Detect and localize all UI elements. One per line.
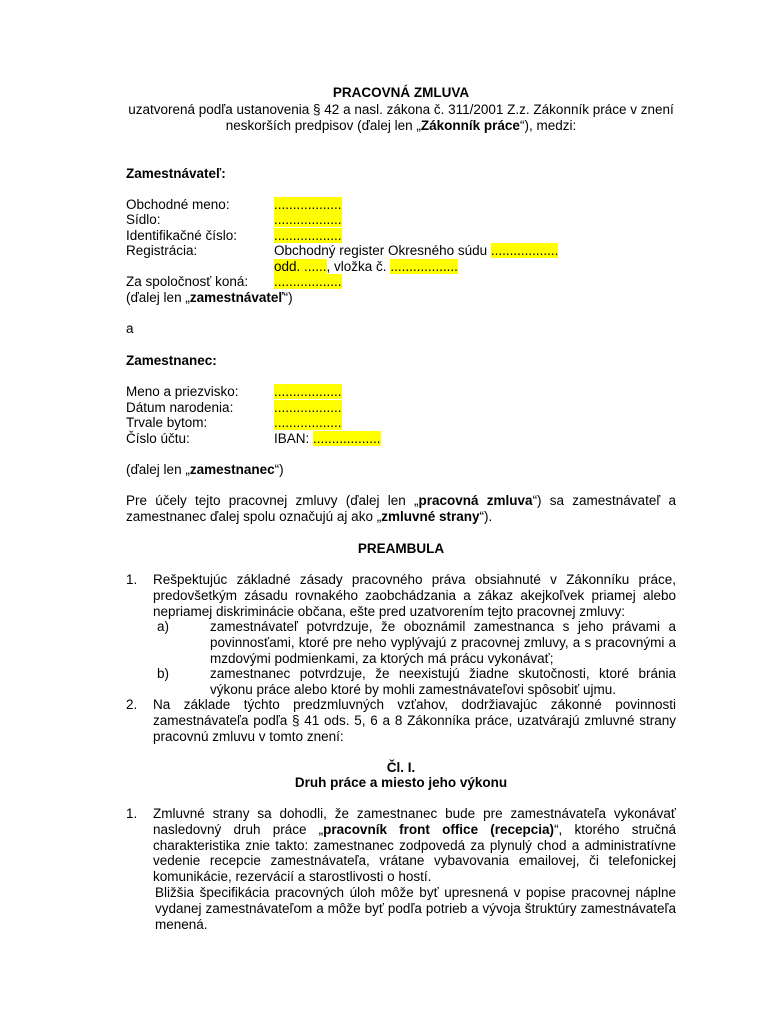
employer-registration-label: Registrácia: xyxy=(126,243,198,258)
preamble-item-2-text: Na základe týchto predzmluvných vzťahov, dodržiavajúc zákonné povinnosti zamestnávateľa podľa § 41 ods. 5, 6 a 8 Zákonníka práce, uzatvárajú zmluvné strany pracovnú zmluvu v tomto znení: xyxy=(153,697,676,744)
registration-section-field[interactable]: odd. ...... xyxy=(274,259,327,274)
employer-name-label: Obchodné meno: xyxy=(126,197,230,212)
preamble-subitem-b-text: zamestnanec potvrdzuje, že neexistujú žiadne skutočnosti, ktoré bránia výkonu práce alebo ktoré by mohli zamestnávateľovi spôsobiť ujmu. xyxy=(210,666,676,697)
purpose-paragraph: Pre účely tejto pracovnej zmluvy (ďalej len „pracovná zmluva“) sa zamestnávateľ a zamestnanec ďalej spolu označujú aj ako „zmluvné strany“). xyxy=(126,493,676,524)
employee-heading: Zamestnanec: xyxy=(126,353,217,368)
preamble-subitem-b-letter: b) xyxy=(157,666,170,681)
employer-signatory-field[interactable]: .................. xyxy=(274,274,342,289)
contract-subtitle-line1: uzatvorená podľa ustanovenia § 42 a nasl. zákona č. 311/2001 Z.z. Zákonník práce v znení xyxy=(128,102,674,117)
preamble-item-1-number: 1. xyxy=(126,572,138,587)
article-1-item-1-paragraph-2: Bližšia špecifikácia pracovných úloh môže byť upresnená v popise pracovnej náplne vydanej zamestnávateľom a môže byť podľa potrieb a vývoja štruktúry zamestnávateľa menená. xyxy=(155,885,676,932)
employer-id-field[interactable]: .................. xyxy=(274,228,342,243)
employee-name-field[interactable]: .................. xyxy=(274,384,342,399)
employer-alias: (ďalej len „zamestnávateľ“) xyxy=(126,290,293,305)
job-position: pracovník front office (recepcia) xyxy=(323,821,555,837)
employer-name-field[interactable]: .................. xyxy=(274,197,342,212)
registration-court-field[interactable]: .................. xyxy=(490,243,559,258)
employer-heading: Zamestnávateľ: xyxy=(126,166,226,181)
employee-address-label: Trvale bytom: xyxy=(126,415,208,430)
employer-seat-field[interactable]: .................. xyxy=(274,212,342,227)
employer-id-label: Identifikačné číslo: xyxy=(126,228,238,243)
article-1-item-1-number: 1. xyxy=(126,806,138,821)
employee-birthdate-label: Dátum narodenia: xyxy=(126,400,234,415)
employer-signatory-label: Za spoločnosť koná: xyxy=(126,274,249,289)
employee-alias: (ďalej len „zamestnanec“) xyxy=(126,462,284,477)
employee-birthdate-field[interactable]: .................. xyxy=(274,400,342,415)
preamble-subitem-a-text: zamestnávateľ potvrdzuje, že oboznámil zamestnanca s jeho právami a povinnosťami, ktoré pre neho vyplývajú z pracovnej zmluvy, a s pracovnými a mzdovými podmienkami, za ktorých má prácu vykonávať; xyxy=(210,619,676,666)
employee-account-field[interactable]: IBAN: .................. xyxy=(274,431,381,446)
contract-subtitle-line2: neskorších predpisov (ďalej len „Zákonník práce“), medzi: xyxy=(225,118,577,133)
employee-address-field[interactable]: .................. xyxy=(274,415,342,430)
defined-term-labor-code: Zákonník práce xyxy=(420,118,520,133)
preamble-subitem-a-letter: a) xyxy=(157,619,170,634)
contract-title: PRACOVNÁ ZMLUVA xyxy=(332,85,470,100)
conjunction-and: a xyxy=(126,321,134,336)
employer-registration-line2: odd. ......, vložka č. .................. xyxy=(274,259,458,274)
preamble-item-1-text: Rešpektujúc základné zásady pracovného práva obsiahnuté v Zákonníku práce, predovšetkým zásadu rovnakého zaobchádzania a zákaz akejkoľvek priamej alebo nepriamej diskriminácie občana, ešte pred uzatvorením tejto pracovnej zmluvy: xyxy=(153,572,676,619)
article-1-title: Druh práce a miesto jeho výkonu xyxy=(294,775,508,790)
article-1-item-1-text: Zmluvné strany sa dohodli, že zamestnanec bude pre zamestnávateľa vykonávať nasledovný druh práce „pracovník front office (recepcia)“, ktorého stručná charakteristika znie takto: zamestnanec zodpovedá za plynulý chod a administratívne vedenie recepcie zamestnávateľa, vrátane vybavovania emailovej, či telefonickej komunikácie, rezervácií a starostlivosti o hostí. xyxy=(153,806,676,885)
employee-name-label: Meno a priezvisko: xyxy=(126,384,239,399)
employer-seat-label: Sídlo: xyxy=(126,212,161,227)
employee-account-label: Číslo účtu: xyxy=(126,431,190,446)
registration-insert-field[interactable]: .................. xyxy=(390,259,458,274)
preamble-title: PREAMBULA xyxy=(357,541,445,556)
employer-registration-line1: Obchodný register Okresného súdu .................. xyxy=(274,243,559,258)
article-1-number: Čl. I. xyxy=(386,760,416,775)
preamble-item-2-number: 2. xyxy=(126,697,138,712)
